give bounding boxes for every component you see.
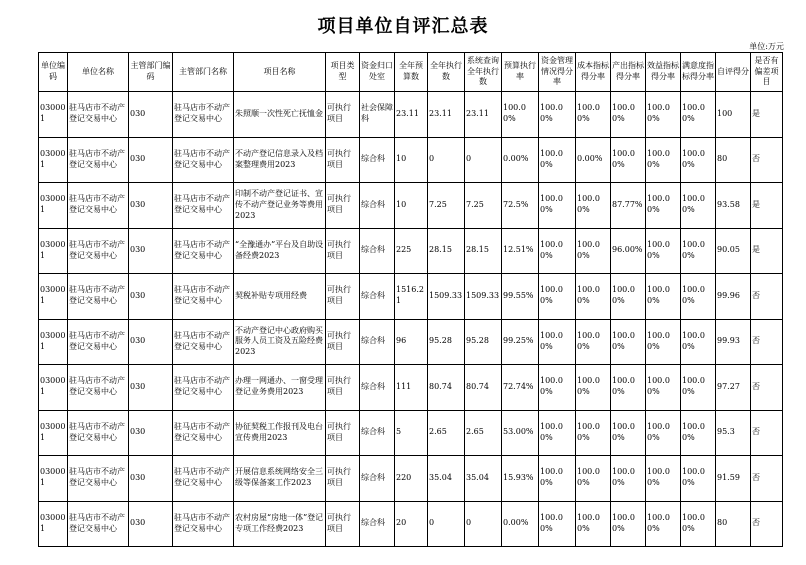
table-cell: 否 — [751, 319, 783, 365]
table-cell: 96 — [395, 319, 428, 365]
table-cell: 030001 — [39, 137, 68, 183]
column-header: 效益指标得分率 — [646, 53, 681, 92]
table-cell: 111 — [395, 365, 428, 411]
column-header: 成本指标得分率 — [576, 53, 611, 92]
table-cell: 100.00% — [576, 228, 611, 274]
table-cell: “全豫通办”平台及自助设备经费2023 — [234, 228, 326, 274]
table-cell: 100.00% — [611, 501, 646, 547]
table-cell: 100.00% — [576, 456, 611, 502]
table-cell: 综合科 — [360, 319, 395, 365]
table-cell: 100.00% — [576, 501, 611, 547]
table-cell: 综合科 — [360, 456, 395, 502]
table-cell: 100 — [716, 92, 751, 138]
table-cell: 不动产登记信息录入及档案整理费用2023 — [234, 137, 326, 183]
table-cell: 030001 — [39, 410, 68, 456]
table-cell: 100.00% — [646, 319, 681, 365]
table-cell: 030001 — [39, 274, 68, 320]
table-cell: 综合科 — [360, 410, 395, 456]
table-cell: 95.3 — [716, 410, 751, 456]
table-cell: 80 — [716, 137, 751, 183]
table-cell: 100.00% — [646, 365, 681, 411]
table-cell: 7.25 — [465, 183, 502, 229]
table-cell: 驻马店市不动产登记交易中心 — [173, 501, 234, 547]
table-cell: 驻马店市不动产登记交易中心 — [68, 92, 129, 138]
table-cell: 2.65 — [465, 410, 502, 456]
table-cell: 030 — [129, 274, 173, 320]
table-cell: 80.74 — [465, 365, 502, 411]
table-cell: 030001 — [39, 365, 68, 411]
table-cell: 100.00% — [681, 410, 716, 456]
table-cell: 驻马店市不动产登记交易中心 — [173, 319, 234, 365]
table-cell: 综合科 — [360, 228, 395, 274]
table-cell: 100.00% — [539, 456, 576, 502]
table-cell: 不动产登记中心政府购买服务人员工资及五险经费2023 — [234, 319, 326, 365]
table-cell: 20 — [395, 501, 428, 547]
table-row — [39, 456, 783, 502]
table-row — [39, 410, 783, 456]
table-cell: 35.04 — [465, 456, 502, 502]
table-cell: 72.5% — [502, 183, 539, 229]
table-row — [39, 274, 783, 320]
table-cell: 80.74 — [428, 365, 465, 411]
table-cell: 100.00% — [611, 137, 646, 183]
table-header-row — [39, 53, 783, 92]
column-header: 单位编码 — [39, 53, 68, 92]
column-header: 主管部门名称 — [173, 53, 234, 92]
table-cell: 100.00% — [611, 410, 646, 456]
table-cell: 7.25 — [428, 183, 465, 229]
table-cell: 96.00% — [611, 228, 646, 274]
table-cell: 综合科 — [360, 274, 395, 320]
table-cell: 否 — [751, 456, 783, 502]
table-cell: 87.77% — [611, 183, 646, 229]
table-cell: 100.00% — [681, 92, 716, 138]
column-header: 是否有偏差项目 — [751, 53, 783, 92]
table-cell: 030 — [129, 456, 173, 502]
table-cell: 100.00% — [646, 92, 681, 138]
table-cell: 综合科 — [360, 137, 395, 183]
table-cell: 100.00% — [539, 319, 576, 365]
table-cell: 办理一网通办、一窗受理登记业务费用2023 — [234, 365, 326, 411]
table-cell: 100.00% — [646, 274, 681, 320]
table-cell: 030001 — [39, 228, 68, 274]
table-cell: 驻马店市不动产登记交易中心 — [173, 274, 234, 320]
table-cell: 99.55% — [502, 274, 539, 320]
table-cell: 100.00% — [611, 319, 646, 365]
table-cell: 100.00% — [646, 456, 681, 502]
table-cell: 1509.33 — [465, 274, 502, 320]
table-cell: 100.00% — [576, 319, 611, 365]
table-cell: 0.00% — [502, 501, 539, 547]
column-header: 全年执行数 — [428, 53, 465, 92]
column-header: 全年预算数 — [395, 53, 428, 92]
table-cell: 综合科 — [360, 183, 395, 229]
table-cell: 100.00% — [611, 365, 646, 411]
table-cell: 可执行项目 — [326, 319, 360, 365]
table-row — [39, 228, 783, 274]
column-header: 项目类型 — [326, 53, 360, 92]
table-cell: 100.00% — [539, 228, 576, 274]
table-row — [39, 365, 783, 411]
table-cell: 社会保障科 — [360, 92, 395, 138]
table-cell: 驻马店市不动产登记交易中心 — [68, 137, 129, 183]
table-cell: 可执行项目 — [326, 456, 360, 502]
table-cell: 100.00% — [539, 365, 576, 411]
table-cell: 100.00% — [681, 319, 716, 365]
table-cell: 2.65 — [428, 410, 465, 456]
table-cell: 030 — [129, 319, 173, 365]
table-cell: 5 — [395, 410, 428, 456]
table-cell: 驻马店市不动产登记交易中心 — [173, 456, 234, 502]
table-cell: 100.00% — [681, 183, 716, 229]
column-header: 项目名称 — [234, 53, 326, 92]
table-cell: 驻马店市不动产登记交易中心 — [173, 365, 234, 411]
table-cell: 驻马店市不动产登记交易中心 — [173, 183, 234, 229]
table-cell: 否 — [751, 274, 783, 320]
table-cell: 综合科 — [360, 365, 395, 411]
table-cell: 030 — [129, 137, 173, 183]
table-cell: 100.00% — [539, 183, 576, 229]
table-cell: 1509.33 — [428, 274, 465, 320]
table-cell: 99.93 — [716, 319, 751, 365]
table-cell: 农村房屋“房地一体”登记专项工作经费2023 — [234, 501, 326, 547]
table-cell: 是 — [751, 228, 783, 274]
table-cell: 030 — [129, 183, 173, 229]
table-cell: 可执行项目 — [326, 228, 360, 274]
column-header: 满意度指标得分率 — [681, 53, 716, 92]
table-cell: 可执行项目 — [326, 137, 360, 183]
table-cell: 100.00% — [681, 228, 716, 274]
table-row — [39, 183, 783, 229]
table-cell: 100.00% — [646, 501, 681, 547]
table-cell: 驻马店市不动产登记交易中心 — [68, 456, 129, 502]
table-cell: 100.00% — [539, 92, 576, 138]
table-cell: 12.51% — [502, 228, 539, 274]
table-cell: 23.11 — [395, 92, 428, 138]
table-cell: 100.00% — [502, 92, 539, 138]
table-cell: 0.00% — [502, 137, 539, 183]
table-cell: 否 — [751, 365, 783, 411]
table-cell: 可执行项目 — [326, 365, 360, 411]
table-cell: 100.00% — [646, 228, 681, 274]
table-cell: 100.00% — [539, 137, 576, 183]
table-cell: 综合科 — [360, 501, 395, 547]
table-cell: 0 — [465, 137, 502, 183]
table-cell: 契税补贴专项用经费 — [234, 274, 326, 320]
table-cell: 99.25% — [502, 319, 539, 365]
table-body — [39, 92, 783, 547]
table-cell: 100.00% — [681, 365, 716, 411]
table-cell: 驻马店市不动产登记交易中心 — [68, 319, 129, 365]
table-cell: 是 — [751, 183, 783, 229]
column-header: 单位名称 — [68, 53, 129, 92]
table-cell: 开展信息系统网络安全三级等保备案工作2023 — [234, 456, 326, 502]
table-cell: 100.00% — [681, 456, 716, 502]
table-cell: 10 — [395, 137, 428, 183]
column-header: 主管部门编码 — [129, 53, 173, 92]
table-cell: 0 — [465, 501, 502, 547]
table-cell: 10 — [395, 183, 428, 229]
table-cell: 91.59 — [716, 456, 751, 502]
table-cell: 驻马店市不动产登记交易中心 — [68, 365, 129, 411]
table-cell: 100.00% — [576, 183, 611, 229]
table-cell: 0 — [428, 501, 465, 547]
table-cell: 印制不动产登记证书、宣传不动产登记业务等费用2023 — [234, 183, 326, 229]
table-row — [39, 501, 783, 547]
table-cell: 100.00% — [646, 410, 681, 456]
column-header: 系统查询全年执行数 — [465, 53, 502, 92]
table-cell: 100.00% — [539, 501, 576, 547]
table-cell: 220 — [395, 456, 428, 502]
table-cell: 030 — [129, 501, 173, 547]
table-cell: 驻马店市不动产登记交易中心 — [173, 410, 234, 456]
table-cell: 1516.21 — [395, 274, 428, 320]
table-cell: 030 — [129, 410, 173, 456]
column-header: 产出指标得分率 — [611, 53, 646, 92]
table-cell: 驻马店市不动产登记交易中心 — [68, 274, 129, 320]
table-cell: 可执行项目 — [326, 274, 360, 320]
table-cell: 53.00% — [502, 410, 539, 456]
table-cell: 0 — [428, 137, 465, 183]
table-cell: 驻马店市不动产登记交易中心 — [173, 92, 234, 138]
table-cell: 23.11 — [428, 92, 465, 138]
table-cell: 100.00% — [646, 183, 681, 229]
table-cell: 030 — [129, 228, 173, 274]
table-cell: 否 — [751, 137, 783, 183]
table-cell: 100.00% — [576, 274, 611, 320]
table-cell: 99.96 — [716, 274, 751, 320]
table-cell: 朱照顺一次性死亡抚恤金 — [234, 92, 326, 138]
table-cell: 90.05 — [716, 228, 751, 274]
table-cell: 100.00% — [646, 137, 681, 183]
table-cell: 030001 — [39, 456, 68, 502]
table-cell: 225 — [395, 228, 428, 274]
table-cell: 030001 — [39, 92, 68, 138]
table-row — [39, 137, 783, 183]
table-cell: 35.04 — [428, 456, 465, 502]
unit-label: 单位:万元 — [749, 42, 784, 51]
table-cell: 030001 — [39, 501, 68, 547]
table-cell: 80 — [716, 501, 751, 547]
table-cell: 030001 — [39, 183, 68, 229]
table-cell: 100.00% — [611, 92, 646, 138]
table-cell: 93.58 — [716, 183, 751, 229]
table-cell: 驻马店市不动产登记交易中心 — [173, 228, 234, 274]
table-cell: 030 — [129, 92, 173, 138]
table-cell: 100.00% — [539, 410, 576, 456]
table-cell: 协征契税工作报刊及电台宣传费用2023 — [234, 410, 326, 456]
table-cell: 100.00% — [576, 365, 611, 411]
table-cell: 95.28 — [428, 319, 465, 365]
table-cell: 驻马店市不动产登记交易中心 — [173, 137, 234, 183]
table-cell: 驻马店市不动产登记交易中心 — [68, 501, 129, 547]
column-header: 自评得分 — [716, 53, 751, 92]
table-cell: 可执行项目 — [326, 410, 360, 456]
table-cell: 0.00% — [576, 137, 611, 183]
summary-table — [38, 52, 783, 547]
table-cell: 否 — [751, 501, 783, 547]
table-row — [39, 319, 783, 365]
column-header: 资金归口处室 — [360, 53, 395, 92]
table-cell: 驻马店市不动产登记交易中心 — [68, 410, 129, 456]
column-header: 预算执行率 — [502, 53, 539, 92]
column-header: 资金管理情况得分率 — [539, 53, 576, 92]
table-cell: 100.00% — [576, 410, 611, 456]
table-cell: 100.00% — [611, 456, 646, 502]
table-cell: 030001 — [39, 319, 68, 365]
table-cell: 100.00% — [539, 274, 576, 320]
table-cell: 否 — [751, 410, 783, 456]
page-title: 项目单位自评汇总表 — [317, 16, 489, 37]
table-cell: 28.15 — [428, 228, 465, 274]
table-cell: 28.15 — [465, 228, 502, 274]
table-row — [39, 92, 783, 138]
table-cell: 97.27 — [716, 365, 751, 411]
table-cell: 100.00% — [681, 274, 716, 320]
table-cell: 是 — [751, 92, 783, 138]
table-cell: 100.00% — [611, 274, 646, 320]
table-cell: 可执行项目 — [326, 501, 360, 547]
table-cell: 可执行项目 — [326, 92, 360, 138]
table-cell: 23.11 — [465, 92, 502, 138]
table-cell: 15.93% — [502, 456, 539, 502]
table-cell: 100.00% — [681, 137, 716, 183]
table-cell: 驻马店市不动产登记交易中心 — [68, 228, 129, 274]
table-cell: 100.00% — [576, 92, 611, 138]
table-cell: 95.28 — [465, 319, 502, 365]
table-cell: 72.74% — [502, 365, 539, 411]
table-cell: 030 — [129, 365, 173, 411]
table-cell: 驻马店市不动产登记交易中心 — [68, 183, 129, 229]
table-cell: 100.00% — [681, 501, 716, 547]
table-cell: 可执行项目 — [326, 183, 360, 229]
